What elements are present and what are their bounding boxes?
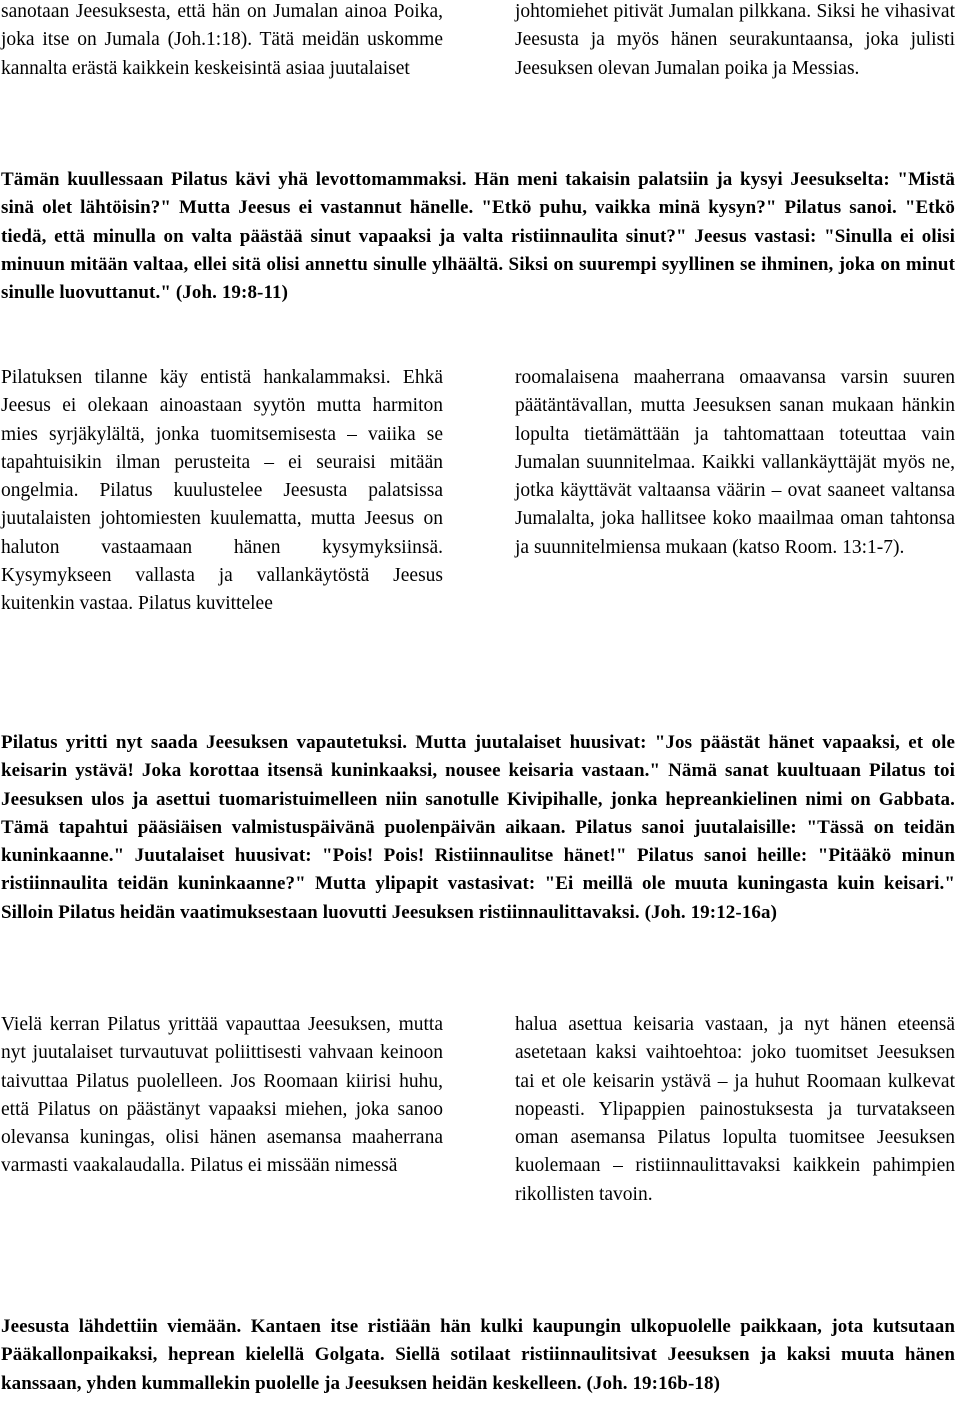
scripture-passage: Pilatus yritti nyt saada Jeesuksen vapautetuksi. Mutta juutalaiset huusivat: "Jos päästät hänet vapaaksi, et ole keisarin ystävä! Joka korottaa itsensä kuninkaaksi, nousee keisaria vastaan." Nämä sanat kuultuaan Pilatus toi Jeesuksen ulos ja asettui tuomaristuimelleen niin sanotulle Kivipihalle, jonka hepreankielinen nimi on Gabbata. Tämä tapahtui pääsiäisen valmistuspäivänä puolenpäivän aikaan. Pilatus sanoi juutalaisille: "Tässä on teidän kuninkaanne." Juutalaiset huusivat: "Pois! Pois! Ristiinnaulitse hänet!" Pilatus sanoi heille: "Pitääkö minun ristiinnaulita teidän kuninkaanne?" Mutta ylipapit vastasivat: "Ei meillä ole muuta kuningasta kuin keisari." Silloin Pilatus heidän vaatimuksestaan luovutti Jeesuksen ristiinnaulittavaksi. (Joh. 19:12-16a) [1, 732, 955, 923]
scripture-passage: Tämän kuullessaan Pilatus kävi yhä levottomammaksi. Hän meni takaisin palatsiin ja kysyi Jeesukselta: "Mistä sinä olet lähtöisin?" Mutta Jeesus ei vastannut hänelle. "Etkö puhu, vaikka minä kysyn?" Pilatus sanoi. "Etkö tiedä, että minulla on valta päästää sinut vapaaksi ja valta ristiinnaulita sinut?" Jeesus vastasi: "Sinulla ei olisi minuun mitään valtaa, ellei sitä olisi annettu sinulle ylhäältä. Siksi on suurempi syyllinen se ihminen, joka on minut sinulle luovuttanut." (Joh. 19:8-11) [1, 169, 955, 304]
commentary-column-left: sanotaan Jeesuksesta, että hän on Jumalan ainoa Poika, joka itse on Jumala (Joh.1:18). Tätä meidän uskomme kannalta erästä kaikkein keskeisintä asiaa juutalaiset [1, 1, 443, 79]
commentary-column-left: Vielä kerran Pilatus yrittää vapauttaa Jeesuksen, mutta nyt juutalaiset turvautuvat poliittisesti vahvaan keinoon taivuttaa Pilatus puolelleen. Jos Roomaan kiirisi huhu, että Pilatus on päästänyt vapaaksi miehen, joka sanoo olevansa kuningas, olisi hänen asemansa maaherrana varmasti vaakalaudalla. Pilatus ei missään nimessä [1, 1014, 443, 1177]
commentary-column-right: roomalaisena maaherrana omaavansa varsin suuren päätäntävallan, mutta Jeesuksen sanan mukaan hänkin lopulta tietämättään ja tahtomattaan toteuttaa vain Jumalan suunnitelmaa. Kaikki vallankäyttäjät myös ne, jotka käyttävät valtaansa väärin – ovat saaneet valtansa Jumalalta, joka hallitsee koko maailmaa oman tahtonsa ja suunnitelmiensa mukaan (katso Room. 13:1-7). [515, 367, 955, 558]
commentary-column-right: johtomiehet pitivät Jumalan pilkkana. Siksi he vihasivat Jeesusta ja myös hänen seurakuntaansa, joka julisti Jeesuksen olevan Jumalan poika ja Messias. [515, 1, 955, 79]
commentary-column-right: halua asettua keisaria vastaan, ja nyt hänen eteensä asetetaan kaksi vaihtoehtoa: joko tuomitset Jeesuksen tai et ole keisarin ystävä – ja huhut Roomaan kulkevat nopeasti. Ylipappien painostuksesta ja turvatakseen oman asemansa Pilatus lopulta tuomitsee Jeesuksen kuolemaan – ristiinnaulittavaksi kaikkein pahimpien rikollisten tavoin. [515, 1014, 955, 1205]
commentary-column-left: Pilatuksen tilanne käy entistä hankalammaksi. Ehkä Jeesus ei olekaan ainoastaan syytön mutta harmiton mies syrjäkylältä, jonka tuomitsemisesta – vaiika se tapahtuisikin ilman perusteita – ei seuraisi mitään ongelmia. Pilatus kuulustelee Jeesusta palatsissa juutalaisten johtomiesten kuulematta, mutta Jeesus on haluton vastaamaan hänen kysymyksiinsä. Kysymykseen vallasta ja vallankäytöstä Jeesus kuitenkin vastaa. Pilatus kuvittelee [1, 367, 443, 615]
scripture-passage: Jeesusta lähdettiin viemään. Kantaen itse ristiään hän kulki kaupungin ulkopuolelle paikkaan, jota kutsutaan Pääkallonpaikaksi, heprean kielellä Golgata. Siellä sotilaat ristiinnaulitsivat Jeesuksen ja kaksi muuta hänen kanssaan, yhden kummallekin puolelle ja Jeesuksen heidän keskelleen. (Joh. 19:16b-18) [1, 1316, 955, 1394]
